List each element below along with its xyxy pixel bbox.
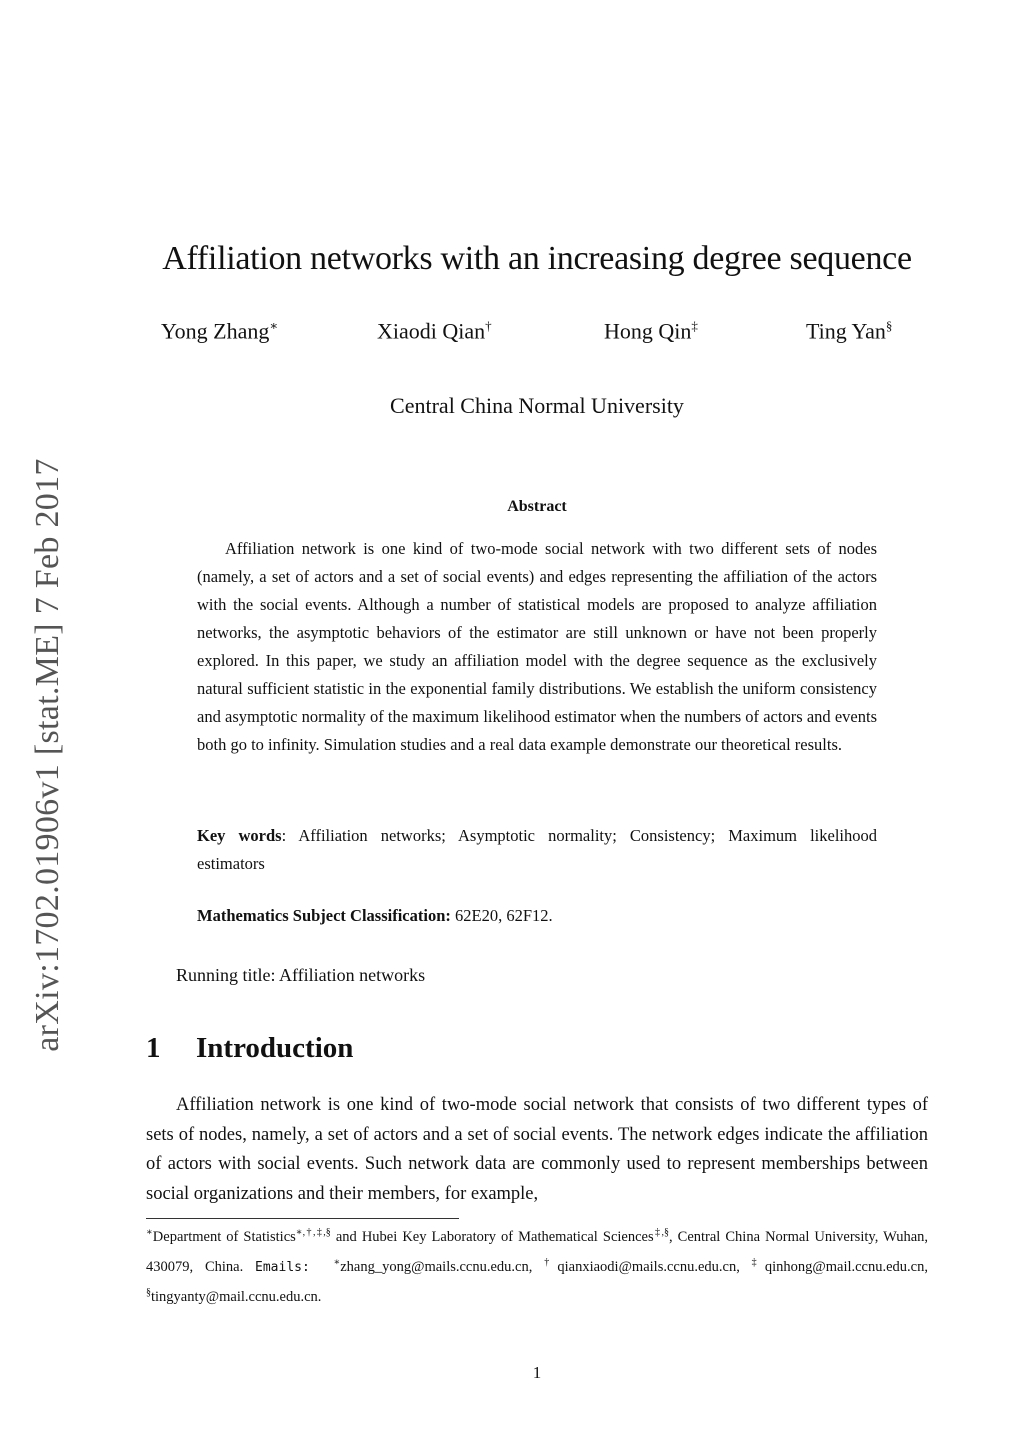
footnote-mark: § (146, 1286, 151, 1298)
running-title: Running title: Affiliation networks (176, 965, 426, 985)
affiliation: Central China Normal University (390, 393, 684, 418)
msc-codes: 62E20, 62F12. (450, 906, 553, 925)
footnote-address: , Central China Normal University, Wuhan, 430079, China. (146, 1228, 929, 1275)
msc-label: Mathematics Subject Classification: (197, 906, 451, 925)
arxiv-identifier-stamp: arXiv:1702.01906v1 [stat.ME] 7 Feb 2017 (29, 458, 66, 1052)
paper-title: Affiliation networks with an increasing degree sequence (162, 240, 912, 277)
footnote-mark: ∗ (333, 1256, 341, 1268)
author-yong-zhang (161, 318, 278, 344)
section-heading (146, 1032, 353, 1065)
subject-classification (197, 906, 553, 926)
keywords-label: Key words (197, 826, 282, 845)
email-link[interactable]: zhang_yong@mails.ccnu.edu.cn, (340, 1258, 545, 1275)
emails-label: Emails: (255, 1259, 310, 1275)
author-name: Hong Qin (604, 318, 692, 344)
author-mark: ‡ (691, 318, 698, 333)
section-title: Introduction (196, 1032, 354, 1064)
email-link[interactable]: qinhong@mail.ccnu.edu.cn, (764, 1258, 928, 1275)
footnote-divider (146, 1218, 459, 1219)
author-name: Ting Yan (806, 318, 886, 344)
author-name: Yong Zhang (161, 318, 270, 344)
footnote-dept: Department of Statistics (152, 1228, 296, 1245)
page-number: 1 (532, 1363, 542, 1382)
section-number: 1 (146, 1032, 161, 1064)
abstract-heading: Abstract (507, 498, 567, 515)
keywords-list: : Affiliation networks; Asymptotic normality; Consistency; Maximum likelihood estimators (197, 826, 877, 873)
author-hong-qin (604, 318, 698, 344)
abstract-body: Affiliation network is one kind of two-mode social network with two different sets of nodes (namely, a set of actors and a set of social events) and edges representing the affiliation of the actors with the social events. Although a number of statistical models are proposed to analyze affiliation networks, the asymptotic behaviors of the estimator are still unknown or have not been properly explored. In this paper, we study an affiliation model with the degree sequence as the exclusively natural sufficient statistic in the exponential family distributions. We establish the uniform consistency and asymptotic normality of the maximum likelihood estimator when the numbers of actors and events both go to infinity. Simulation studies and a real data example demonstrate our theoretical results. (197, 539, 877, 754)
intro-paragraph: Affiliation network is one kind of two-mode social network that consists of two different types of sets of nodes, namely, a set of actors and a set of social events. The network edges indicate the affiliation of actors with social events. Such network data are commonly used to represent memberships between social organizations and their members, for example, (146, 1095, 928, 1204)
email-link[interactable]: qianxiaodi@mails.ccnu.edu.cn, (557, 1258, 752, 1275)
footnote-lab: and Hubei Key Laboratory of Mathematical Sciences (330, 1228, 654, 1245)
author-name: Xiaodi Qian (377, 318, 486, 344)
footnote-mark: ‡,§ (653, 1227, 669, 1238)
footnote-mark: ∗,†,‡,§ (295, 1227, 331, 1238)
author-mark: ∗ (269, 318, 279, 333)
footnote (146, 1220, 928, 1309)
footnote-mark: ‡ (751, 1256, 765, 1268)
keywords (197, 822, 877, 878)
footnote-mark: ∗ (146, 1227, 153, 1238)
email-link[interactable]: tingyanty@mail.ccnu.edu.cn. (151, 1288, 322, 1305)
author-mark: † (485, 318, 492, 333)
author-mark: § (885, 318, 893, 333)
footnote-mark: † (544, 1256, 558, 1268)
author-ting-yan (806, 318, 892, 344)
author-xiaodi-qian (377, 318, 492, 344)
